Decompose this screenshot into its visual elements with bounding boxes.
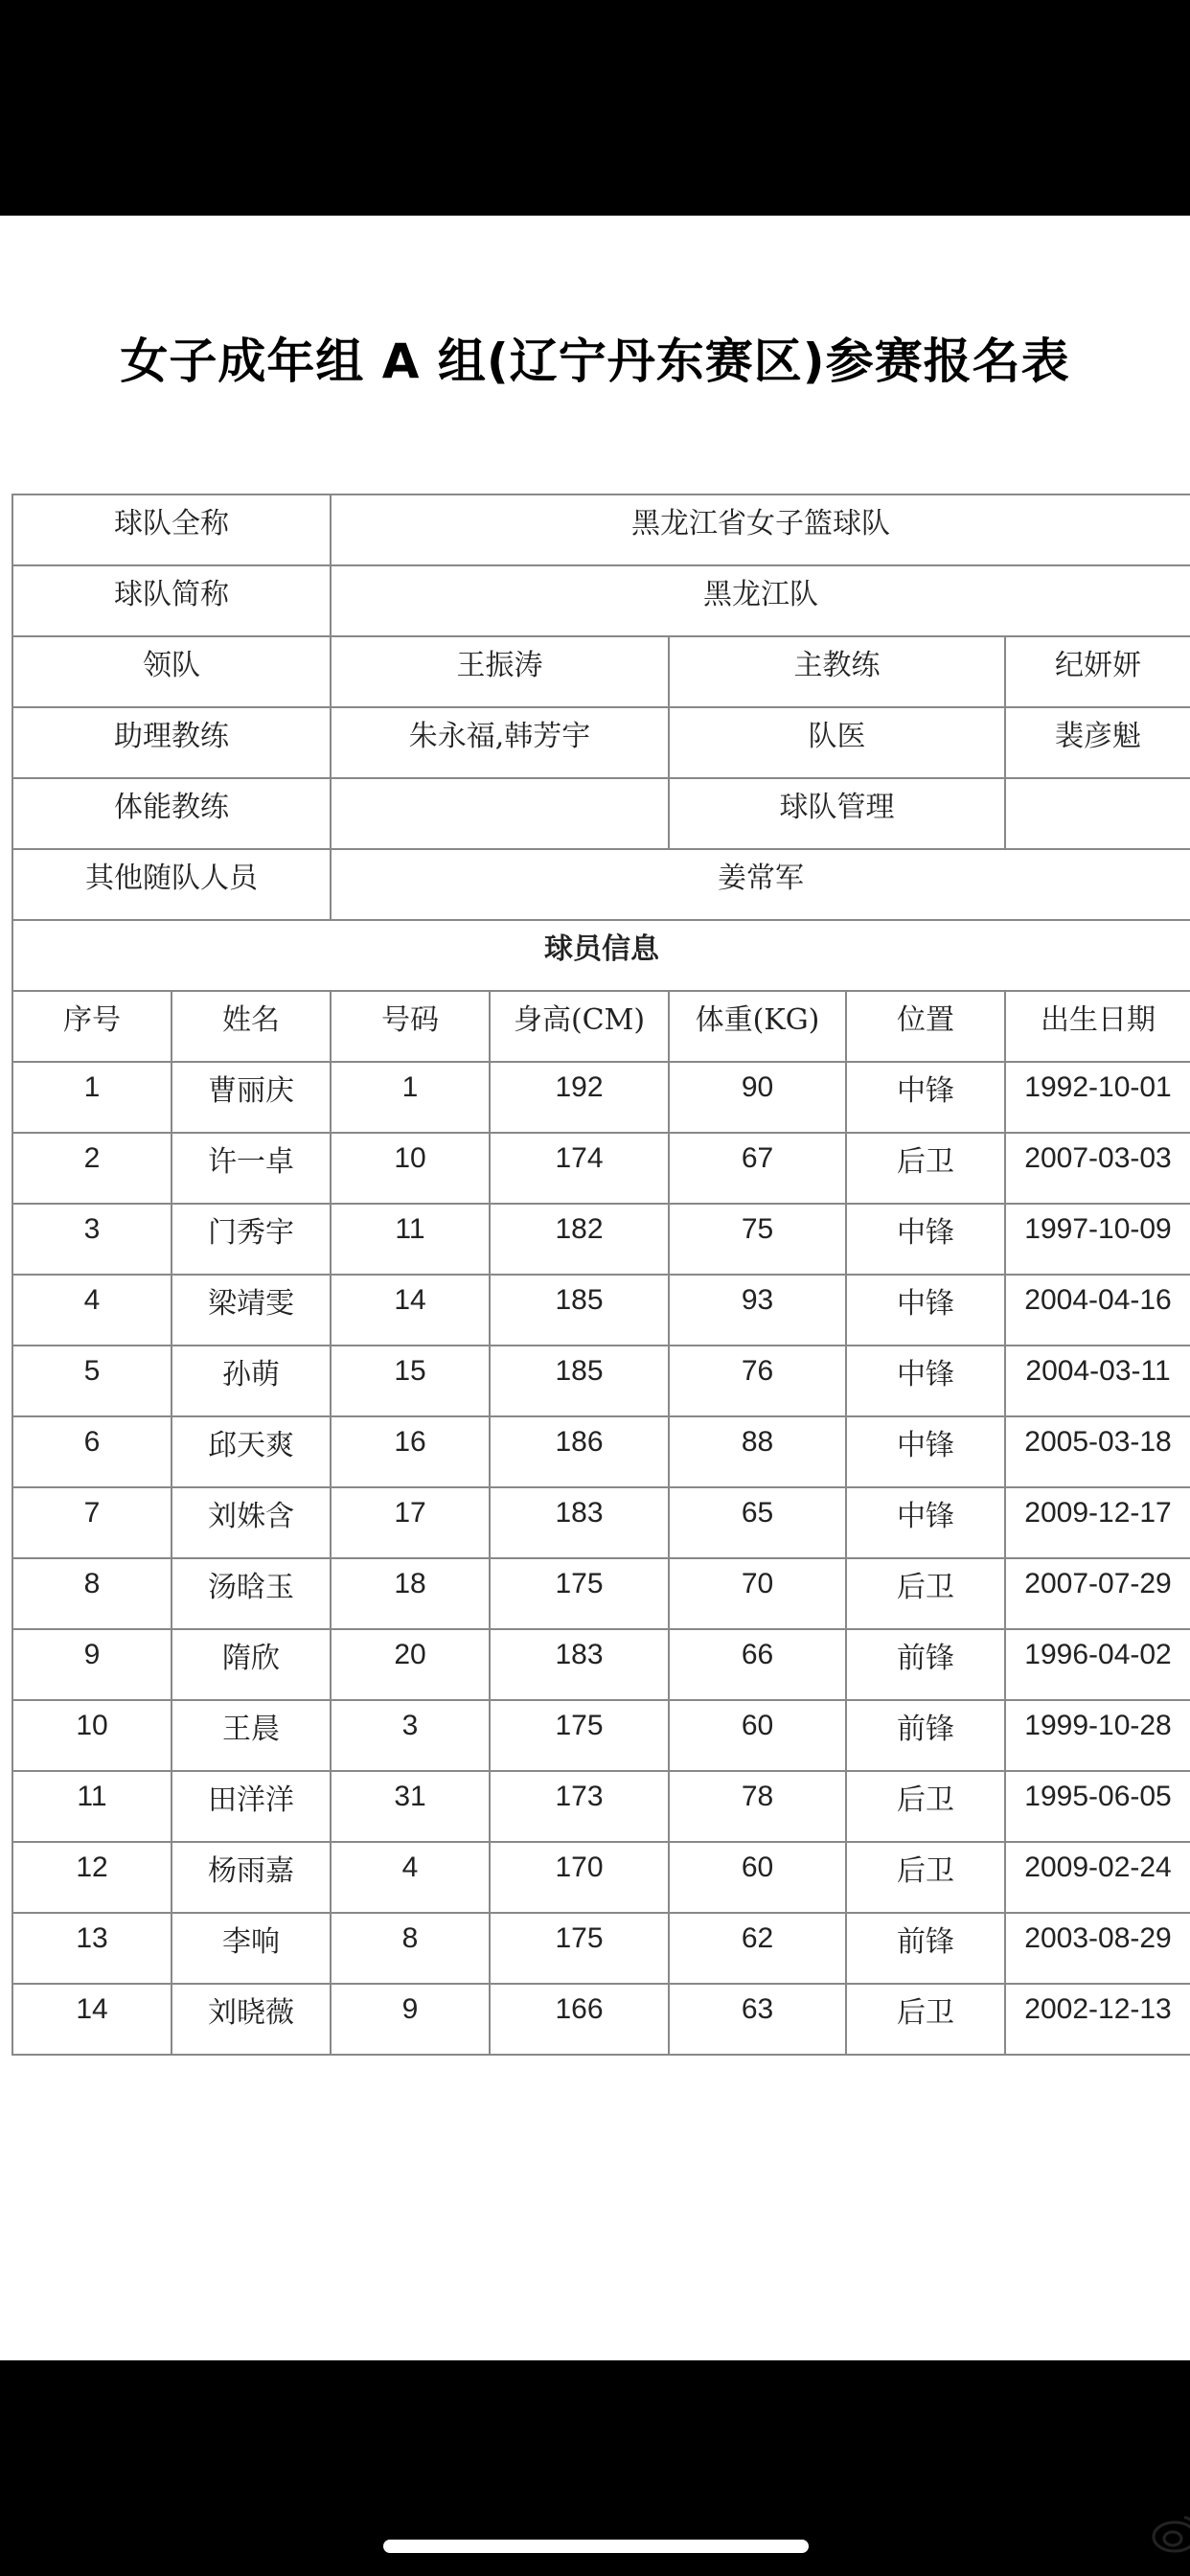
player-position: 中锋 — [897, 1216, 954, 1250]
player-number: 1 — [401, 1071, 419, 1103]
player-weight-cell — [669, 1558, 846, 1629]
label-head-coach: 主教练 — [669, 636, 1005, 707]
player-height-cell — [490, 1062, 669, 1133]
player-name-cell — [172, 1842, 331, 1913]
player-number: 15 — [394, 1355, 426, 1387]
player-birthdate: 2007-07-29 — [1024, 1568, 1172, 1599]
row-other-staff — [12, 849, 1190, 920]
player-position: 中锋 — [897, 1500, 954, 1533]
player-height: 186 — [555, 1426, 604, 1458]
player-weight: 60 — [741, 1852, 774, 1883]
player-index-cell — [12, 1629, 172, 1700]
player-weight-cell — [669, 1487, 846, 1558]
player-index: 2 — [83, 1142, 101, 1174]
header-height: 身高(CM) — [490, 991, 669, 1062]
player-height: 182 — [555, 1213, 604, 1245]
player-index: 4 — [83, 1284, 101, 1316]
player-number: 16 — [394, 1426, 426, 1458]
weibo-watermark-icon — [1150, 2506, 1190, 2560]
player-row — [12, 1842, 1190, 1913]
player-name: 杨雨嘉 — [208, 1854, 294, 1888]
player-height-cell — [490, 1984, 669, 2055]
player-birthdate-cell — [1005, 1204, 1190, 1275]
player-position: 中锋 — [897, 1358, 954, 1392]
value-leader: 王振涛 — [331, 636, 669, 707]
player-height-cell — [490, 1275, 669, 1346]
player-index-cell — [12, 1984, 172, 2055]
player-weight-cell — [669, 1771, 846, 1842]
player-birthdate-cell — [1005, 1346, 1190, 1416]
registration-table — [11, 494, 1190, 2056]
player-position-cell — [846, 1275, 1005, 1346]
player-height: 170 — [555, 1852, 604, 1883]
player-name-cell — [172, 1416, 331, 1487]
player-number-cell — [331, 1062, 490, 1133]
player-row — [12, 1062, 1190, 1133]
player-birthdate-cell — [1005, 1700, 1190, 1771]
player-name-cell — [172, 1700, 331, 1771]
value-doctor: 裴彦魁 — [1005, 707, 1190, 778]
players-header-row — [12, 991, 1190, 1062]
player-number: 3 — [401, 1710, 419, 1741]
player-height: 174 — [555, 1142, 604, 1174]
player-weight-cell — [669, 1984, 846, 2055]
player-weight-cell — [669, 1700, 846, 1771]
player-name-cell — [172, 1275, 331, 1346]
player-name: 隋欣 — [222, 1642, 280, 1675]
player-number-cell — [331, 1133, 490, 1204]
player-height-cell — [490, 1204, 669, 1275]
player-position: 后卫 — [897, 1145, 954, 1179]
player-height: 173 — [555, 1781, 604, 1812]
player-position: 中锋 — [897, 1074, 954, 1108]
player-height: 175 — [555, 1568, 604, 1599]
value-manager — [1005, 778, 1190, 849]
player-number: 8 — [401, 1922, 419, 1954]
player-height: 175 — [555, 1710, 604, 1741]
player-number-cell — [331, 1558, 490, 1629]
player-birthdate-cell — [1005, 1984, 1190, 2055]
value-assistant-coach: 朱永福,韩芳宇 — [331, 707, 669, 778]
player-weight: 65 — [741, 1497, 774, 1529]
header-index: 序号 — [12, 991, 172, 1062]
label-short-name: 球队简称 — [12, 565, 331, 636]
player-name-cell — [172, 1062, 331, 1133]
player-weight: 76 — [741, 1355, 774, 1387]
player-name: 邱天爽 — [208, 1429, 294, 1462]
player-position: 前锋 — [897, 1642, 954, 1675]
player-position-cell — [846, 1558, 1005, 1629]
player-index: 3 — [83, 1213, 101, 1245]
player-height-cell — [490, 1346, 669, 1416]
player-position-cell — [846, 1842, 1005, 1913]
player-name: 门秀宇 — [208, 1216, 294, 1250]
player-row — [12, 1204, 1190, 1275]
player-position: 后卫 — [897, 1783, 954, 1817]
player-row — [12, 1275, 1190, 1346]
header-name: 姓名 — [172, 991, 331, 1062]
player-name: 曹丽庆 — [208, 1074, 294, 1108]
player-weight: 93 — [741, 1284, 774, 1316]
player-name: 刘姝含 — [208, 1500, 294, 1533]
player-birthdate: 2004-03-11 — [1025, 1355, 1171, 1387]
player-row — [12, 1629, 1190, 1700]
player-birthdate-cell — [1005, 1133, 1190, 1204]
player-number: 10 — [394, 1142, 426, 1174]
player-position: 中锋 — [897, 1287, 954, 1321]
player-position-cell — [846, 1204, 1005, 1275]
player-height-cell — [490, 1771, 669, 1842]
player-name: 刘晓薇 — [208, 1996, 294, 2030]
player-number: 20 — [394, 1639, 426, 1670]
player-position: 后卫 — [897, 1854, 954, 1888]
player-birthdate: 1992-10-01 — [1024, 1071, 1172, 1103]
player-position-cell — [846, 1984, 1005, 2055]
player-birthdate-cell — [1005, 1913, 1190, 1984]
player-weight-cell — [669, 1275, 846, 1346]
player-name: 梁靖雯 — [208, 1287, 294, 1321]
player-birthdate: 2004-04-16 — [1024, 1284, 1172, 1316]
player-birthdate-cell — [1005, 1558, 1190, 1629]
player-row — [12, 1133, 1190, 1204]
player-height-cell — [490, 1913, 669, 1984]
player-index: 5 — [83, 1355, 101, 1387]
player-weight: 67 — [741, 1142, 774, 1174]
player-weight-cell — [669, 1629, 846, 1700]
player-birthdate-cell — [1005, 1062, 1190, 1133]
row-short-name — [12, 565, 1190, 636]
player-number-cell — [331, 1913, 490, 1984]
player-height: 183 — [555, 1497, 604, 1529]
row-fitness-coach — [12, 778, 1190, 849]
label-full-name: 球队全称 — [12, 494, 331, 565]
player-height: 185 — [555, 1284, 604, 1316]
player-index-cell — [12, 1842, 172, 1913]
player-row — [12, 1984, 1190, 2055]
player-height-cell — [490, 1700, 669, 1771]
player-height-cell — [490, 1133, 669, 1204]
player-birthdate: 2009-02-24 — [1024, 1852, 1172, 1883]
player-weight-cell — [669, 1133, 846, 1204]
player-weight-cell — [669, 1842, 846, 1913]
player-position-cell — [846, 1771, 1005, 1842]
player-weight: 66 — [741, 1639, 774, 1670]
player-name-cell — [172, 1346, 331, 1416]
player-height: 166 — [555, 1993, 604, 2025]
row-assistant-coach — [12, 707, 1190, 778]
player-name-cell — [172, 1771, 331, 1842]
player-row — [12, 1913, 1190, 1984]
player-name: 汤晗玉 — [208, 1571, 294, 1604]
player-position-cell — [846, 1062, 1005, 1133]
player-height: 192 — [555, 1071, 604, 1103]
player-weight: 90 — [741, 1071, 774, 1103]
player-index-cell — [12, 1346, 172, 1416]
player-index: 11 — [77, 1781, 107, 1812]
player-index-cell — [12, 1062, 172, 1133]
player-number-cell — [331, 1700, 490, 1771]
player-number-cell — [331, 1984, 490, 2055]
player-birthdate: 2002-12-13 — [1024, 1993, 1172, 2025]
player-index: 9 — [83, 1639, 101, 1670]
label-doctor: 队医 — [669, 707, 1005, 778]
player-weight-cell — [669, 1913, 846, 1984]
player-index: 7 — [83, 1497, 101, 1529]
player-name-cell — [172, 1558, 331, 1629]
player-height: 185 — [555, 1355, 604, 1387]
player-index: 8 — [83, 1568, 101, 1599]
player-row — [12, 1487, 1190, 1558]
header-number: 号码 — [331, 991, 490, 1062]
player-row — [12, 1771, 1190, 1842]
player-birthdate: 2009-12-17 — [1024, 1497, 1172, 1529]
player-name: 李响 — [222, 1925, 280, 1959]
player-height: 183 — [555, 1639, 604, 1670]
player-number: 4 — [401, 1852, 419, 1883]
player-height-cell — [490, 1629, 669, 1700]
player-birthdate: 1995-06-05 — [1024, 1781, 1172, 1812]
row-leader — [12, 636, 1190, 707]
label-fitness-coach: 体能教练 — [12, 778, 331, 849]
player-name-cell — [172, 1629, 331, 1700]
player-position-cell — [846, 1629, 1005, 1700]
player-birthdate-cell — [1005, 1629, 1190, 1700]
player-height-cell — [490, 1558, 669, 1629]
player-weight: 63 — [741, 1993, 774, 2025]
player-birthdate: 1999-10-28 — [1024, 1710, 1172, 1741]
player-weight: 60 — [741, 1710, 774, 1741]
player-height-cell — [490, 1842, 669, 1913]
player-birthdate: 2005-03-18 — [1024, 1426, 1172, 1458]
player-height-cell — [490, 1487, 669, 1558]
player-name: 孙萌 — [222, 1358, 280, 1392]
player-index: 13 — [76, 1922, 108, 1954]
player-position-cell — [846, 1487, 1005, 1558]
player-name: 许一卓 — [208, 1145, 294, 1179]
player-weight-cell — [669, 1346, 846, 1416]
player-position: 前锋 — [897, 1713, 954, 1746]
player-number-cell — [331, 1487, 490, 1558]
player-number: 14 — [394, 1284, 426, 1316]
player-row — [12, 1416, 1190, 1487]
player-row — [12, 1346, 1190, 1416]
player-index-cell — [12, 1204, 172, 1275]
player-position: 后卫 — [897, 1996, 954, 2030]
player-height-cell — [490, 1416, 669, 1487]
registration-table-body — [12, 494, 1190, 2055]
home-indicator[interactable] — [383, 2540, 809, 2553]
player-number: 11 — [395, 1213, 425, 1245]
player-weight-cell — [669, 1062, 846, 1133]
player-index-cell — [12, 1487, 172, 1558]
player-number-cell — [331, 1771, 490, 1842]
player-position: 后卫 — [897, 1571, 954, 1604]
header-position: 位置 — [846, 991, 1005, 1062]
player-number: 9 — [401, 1993, 419, 2025]
player-birthdate: 1996-04-02 — [1024, 1639, 1172, 1670]
player-index-cell — [12, 1913, 172, 1984]
player-weight: 70 — [741, 1568, 774, 1599]
players-section-title: 球员信息 — [12, 920, 1190, 991]
player-position-cell — [846, 1133, 1005, 1204]
player-position-cell — [846, 1416, 1005, 1487]
player-number-cell — [331, 1204, 490, 1275]
player-number: 18 — [394, 1568, 426, 1599]
player-index-cell — [12, 1558, 172, 1629]
player-index: 14 — [76, 1993, 108, 2025]
player-weight-cell — [669, 1416, 846, 1487]
header-birthdate: 出生日期 — [1005, 991, 1190, 1062]
player-name-cell — [172, 1204, 331, 1275]
player-name-cell — [172, 1984, 331, 2055]
player-number-cell — [331, 1842, 490, 1913]
value-fitness-coach — [331, 778, 669, 849]
player-row — [12, 1558, 1190, 1629]
player-index-cell — [12, 1700, 172, 1771]
player-index-cell — [12, 1133, 172, 1204]
player-birthdate-cell — [1005, 1275, 1190, 1346]
player-weight: 78 — [741, 1781, 774, 1812]
player-index: 1 — [83, 1071, 101, 1103]
player-position: 前锋 — [897, 1925, 954, 1959]
player-weight: 88 — [741, 1426, 774, 1458]
value-other-staff: 姜常军 — [331, 849, 1190, 920]
player-number: 31 — [394, 1781, 426, 1812]
player-weight: 75 — [741, 1213, 774, 1245]
player-index-cell — [12, 1771, 172, 1842]
player-name-cell — [172, 1133, 331, 1204]
row-full-name — [12, 494, 1190, 565]
document-page — [0, 216, 1190, 2360]
player-weight: 62 — [741, 1922, 774, 1954]
label-other-staff: 其他随队人员 — [12, 849, 331, 920]
player-index: 10 — [76, 1710, 108, 1741]
player-birthdate-cell — [1005, 1842, 1190, 1913]
player-name: 王晨 — [222, 1713, 280, 1746]
player-birthdate: 1997-10-09 — [1024, 1213, 1172, 1245]
header-weight: 体重(KG) — [669, 991, 846, 1062]
player-index: 12 — [76, 1852, 108, 1883]
player-name-cell — [172, 1487, 331, 1558]
player-index-cell — [12, 1275, 172, 1346]
player-name-cell — [172, 1913, 331, 1984]
player-height: 175 — [555, 1922, 604, 1954]
row-players-section — [12, 920, 1190, 991]
value-short-name: 黑龙江队 — [331, 565, 1190, 636]
player-number-cell — [331, 1629, 490, 1700]
player-birthdate-cell — [1005, 1487, 1190, 1558]
player-weight-cell — [669, 1204, 846, 1275]
value-head-coach: 纪妍妍 — [1005, 636, 1190, 707]
player-number-cell — [331, 1346, 490, 1416]
value-full-name: 黑龙江省女子篮球队 — [331, 494, 1190, 565]
label-assistant-coach: 助理教练 — [12, 707, 331, 778]
player-index: 6 — [83, 1426, 101, 1458]
player-name: 田洋洋 — [208, 1783, 294, 1817]
player-birthdate-cell — [1005, 1416, 1190, 1487]
player-number-cell — [331, 1416, 490, 1487]
label-manager: 球队管理 — [669, 778, 1005, 849]
document-title: 女子成年组 A 组(辽宁丹东赛区)参赛报名表 — [120, 334, 1070, 389]
player-position-cell — [846, 1913, 1005, 1984]
label-leader: 领队 — [12, 636, 331, 707]
player-row — [12, 1700, 1190, 1771]
player-number: 17 — [394, 1497, 426, 1529]
player-position-cell — [846, 1700, 1005, 1771]
player-number-cell — [331, 1275, 490, 1346]
player-birthdate-cell — [1005, 1771, 1190, 1842]
player-birthdate: 2007-03-03 — [1024, 1142, 1172, 1174]
player-birthdate: 2003-08-29 — [1024, 1922, 1172, 1954]
player-position: 中锋 — [897, 1429, 954, 1462]
player-index-cell — [12, 1416, 172, 1487]
player-position-cell — [846, 1346, 1005, 1416]
